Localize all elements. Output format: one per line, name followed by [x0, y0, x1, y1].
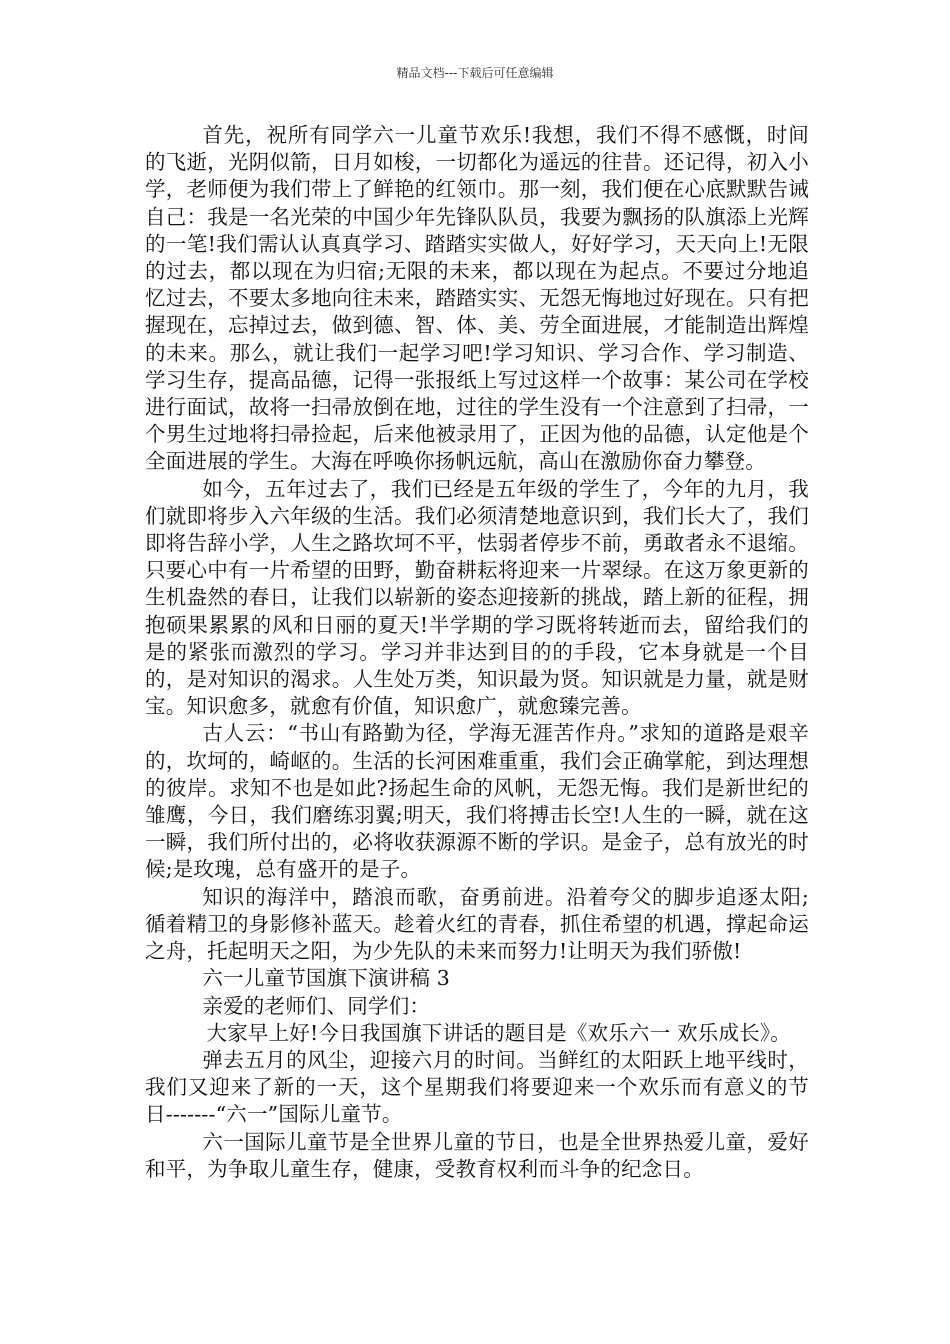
- paragraph: 大家早上好!今日我国旗下讲话的题目是《欢乐六一 欢乐成长》。: [206, 1020, 792, 1045]
- salutation: 亲爱的老师们、同学们：: [202, 993, 431, 1018]
- section-heading: 六一儿童节国旗下演讲稿 3: [202, 966, 451, 991]
- paragraph: 首先，祝所有同学六一儿童节欢乐!我想，我们不得不感慨，时间的飞逝，光阴似箭，日月如梭，一切都化为遥远的往昔。还记得，初入小学，老师便为我们带上了鲜艳的红领巾。那一刻，我们便在心底默默告诫自己：我是一名光荣的中国少年先锋队队员，我要为飘扬的队旗添上光辉的一笔!我们需认认真真学习、踏踏实实做人，好好学习，天天向上!无限的过去，都以现在为归宿;无限的未来，都以现在为起点。不要过分地追忆过去，不要太多地向往未来，踏踏实实、无怨无悔地过好现在。只有把握现在，忘掉过去，做到德、智、体、美、劳全面进展，才能制造出辉煌的未来。那么，就让我们一起学习吧!学习知识、学习合作、学习制造、学习生存，提高品德，记得一张报纸上写过这样一个故事：某公司在学校进行面试，故将一扫帚放倒在地，过往的学生没有一个注意到了扫帚，一个男生过地将扫帚捡起，后来他被录用了，正因为他的品德，认定他是个全面进展的学生。大海在呼唤你扬帆远航，高山在激励你奋力攀登。: [145, 123, 809, 474]
- paragraph: 知识的海洋中，踏浪而歌，奋勇前进。沿着夸父的脚步追逐太阳;循着精卫的身影修补蓝天。趁着火红的青春，抓住希望的机遇，撑起命运之舟，托起明天之阳，为少先队的未来而努力!让明天为我们骄傲!: [145, 884, 809, 964]
- paragraph: 如今，五年过去了，我们已经是五年级的学生了，今年的九月，我们就即将步入六年级的生活。我们必须清楚地意识到，我们长大了，我们即将告辞小学，人生之路坎坷不平，怯弱者停步不前，勇敢者永不退缩。只要心中有一片希望的田野，勤奋耕耘将迎来一片翠绿。在这万象更新的生机盎然的春日，让我们以崭新的姿态迎接新的挑战，踏上新的征程，拥抱硕果累累的风和日丽的夏天!半学期的学习既将转逝而去，留给我们的是的紧张而激烈的学习。学习并非达到目的的手段，它本身就是一个目的，是对知识的渴求。人生处万类，知识最为贤。知识就是力量，就是财宝。知识愈多，就愈有价值，知识愈广，就愈臻完善。: [145, 476, 809, 719]
- paragraph: 弹去五月的风尘，迎接六月的时间。当鲜红的太阳跃上地平线时，我们又迎来了新的一天，这个星期我们将要迎来一个欢乐而有意义的节日-------“六一”国际儿童节。: [145, 1047, 809, 1127]
- document-body: [145, 122, 809, 1183]
- paragraph: 古人云：“书山有路勤为径，学海无涯苦作舟。”求知的道路是艰辛的，坎坷的，崎岖的。生活的长河困难重重，我们会正确掌舵，到达理想的彼岸。求知不也是如此?扬起生命的风帆，无怨无悔。我们是新世纪的雏鹰，今日，我们磨练羽翼;明天，我们将搏击长空!人生的一瞬，就在这一瞬，我们所付出的，必将收获源源不断的学识。是金子，总有放光的时候;是玫瑰，总有盛开的是子。: [145, 721, 809, 882]
- page-header: 精品文档---下载后可任意编辑: [396, 66, 554, 80]
- paragraph: 六一国际儿童节是全世界儿童的节日，也是全世界热爱儿童，爱好和平，为争取儿童生存，健康，受教育权利而斗争的纪念日。: [145, 1129, 809, 1181]
